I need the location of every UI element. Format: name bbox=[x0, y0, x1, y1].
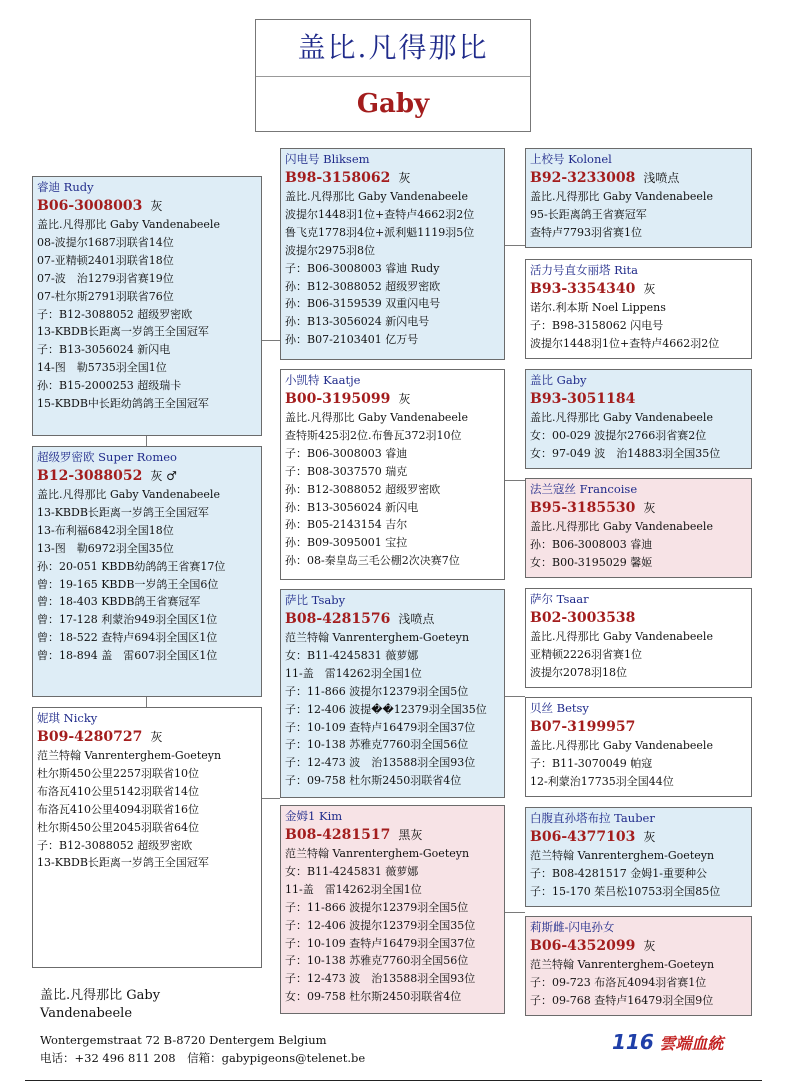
pigeon-detail-line: 13-KBDB长距离一岁鸽王全国冠军 bbox=[37, 325, 209, 339]
pigeon-detail-line: 亚精顿2226羽省赛1位 bbox=[530, 647, 642, 661]
pigeon-detail-line: 子：11-866 波提尔12379羽全国5位 bbox=[285, 684, 469, 698]
pigeon-detail-line: 波提尔2975羽8位 bbox=[285, 243, 375, 257]
pigeon-detail-line: 盖比.凡得那比 Gaby Vandenabeele bbox=[530, 190, 713, 203]
pigeon-detail-line: 子：12-473 波 治13588羽全国93位 bbox=[285, 972, 476, 986]
pigeon-detail-line: 盖比.凡得那比 Gaby Vandenabeele bbox=[37, 488, 220, 501]
ring-number-row bbox=[285, 168, 500, 188]
connector-line bbox=[146, 436, 147, 446]
connector-line bbox=[262, 340, 280, 341]
title-chinese: 盖比.凡得那比 bbox=[256, 20, 530, 77]
pigeon-name: 萨尔 Tsaar bbox=[530, 592, 589, 606]
pigeon-card-dds bbox=[525, 807, 752, 907]
ring-number-row bbox=[530, 279, 747, 299]
pigeon-detail-line: 孙：20-051 KBDB幼鸽鸽王省赛17位 bbox=[37, 559, 226, 573]
pigeon-detail-line: 子：12-406 波提尔12379羽全国35位 bbox=[285, 918, 476, 932]
pigeon-detail-line: 07-波 治1279羽省赛19位 bbox=[37, 271, 174, 285]
pigeon-color: 灰 bbox=[150, 199, 163, 213]
pigeon-detail-line: 布洛瓦410公里5142羽联省14位 bbox=[37, 784, 199, 798]
pigeon-detail-line: 孙：B06-3159539 双重闪电号 bbox=[285, 297, 441, 311]
pigeon-detail-line: 子：10-109 查特卢16479羽全国37位 bbox=[285, 720, 476, 734]
connector-line bbox=[505, 245, 525, 246]
connector-line bbox=[505, 696, 525, 697]
pigeon-detail-line: 13-KBDB长距离一岁鸽王全国冠军 bbox=[37, 505, 209, 519]
pigeon-detail-line: 范兰特翰 Vanrenterghem-Goeteyn bbox=[530, 849, 715, 862]
pigeon-detail-line: 孙：B07-2103401 亿万号 bbox=[285, 333, 419, 347]
pigeon-card-sds bbox=[525, 369, 752, 469]
pigeon-detail-line: 子：09-758 杜尔斯2450羽联省4位 bbox=[285, 774, 462, 788]
ring-number: B09-4280727 bbox=[37, 729, 143, 745]
pigeon-detail-line: 子：11-866 波提尔12379羽全国5位 bbox=[285, 900, 469, 914]
pedigree-title-box bbox=[255, 19, 531, 132]
pigeon-detail-line: 布洛瓦410公里4094羽联省16位 bbox=[37, 802, 199, 816]
pigeon-detail-line: 女：B11-4245831 薇萝娜 bbox=[285, 648, 419, 662]
ring-number: B93-3354340 bbox=[530, 281, 636, 297]
pigeon-name: 睿迪 Rudy bbox=[37, 180, 94, 194]
pigeon-detail-line: 子：10-138 苏雅克7760羽全国56位 bbox=[285, 738, 469, 752]
pigeon-detail-line: 子：09-723 布洛瓦4094羽省赛1位 bbox=[530, 975, 707, 989]
pigeon-color: 浅喷点 bbox=[398, 612, 435, 626]
pigeon-detail-line: 子：B13-3056024 新闪电 bbox=[37, 343, 171, 357]
connector-line bbox=[146, 697, 147, 707]
pigeon-color: 灰 bbox=[398, 171, 411, 185]
pigeon-detail-line: 07-亚精顿2401羽联省18位 bbox=[37, 253, 174, 267]
pigeon-detail-line: 波提尔1448羽1位+查特卢4662羽2位 bbox=[530, 336, 720, 350]
pigeon-color: 浅喷点 bbox=[643, 171, 680, 185]
pigeon-detail-line: 盖比.凡得那比 Gaby Vandenabeele bbox=[530, 520, 713, 533]
pigeon-detail-line: 女：B11-4245831 薇萝娜 bbox=[285, 864, 419, 878]
logo-number: 116 bbox=[612, 1030, 654, 1054]
pigeon-detail-line: 子：10-109 查特卢16479羽全国37位 bbox=[285, 936, 476, 950]
pigeon-detail-line: 查特卢7793羽省赛1位 bbox=[530, 225, 642, 239]
pigeon-color: 黑灰 bbox=[398, 828, 423, 842]
pigeon-detail-line: 13-布利福6842羽全国18位 bbox=[37, 523, 174, 537]
ring-number: B06-4352099 bbox=[530, 938, 636, 954]
pigeon-detail-line: 查特斯425羽2位.布鲁瓦372羽10位 bbox=[285, 428, 462, 442]
pigeon-detail-line: 11-盖 雷14262羽全国1位 bbox=[285, 666, 422, 680]
pigeon-detail-line: 子：B08-4281517 金姆1-重要种公 bbox=[530, 866, 707, 880]
pigeon-detail-line: 07-杜尔斯2791羽联省76位 bbox=[37, 289, 174, 303]
owner-name bbox=[40, 987, 160, 1023]
pigeon-card-sire-sire bbox=[280, 148, 505, 360]
pigeon-card-sire-dam bbox=[280, 369, 505, 580]
pigeon-card-dsd bbox=[525, 697, 752, 797]
ring-number: B98-3158062 bbox=[285, 170, 391, 186]
pigeon-name: 萨比 Tsaby bbox=[285, 593, 346, 607]
ring-number: B02-3003538 bbox=[530, 610, 636, 626]
pigeon-card-ddd bbox=[525, 916, 752, 1016]
pigeon-name: 超级罗密欧 Super Romeo bbox=[37, 450, 177, 464]
pigeon-card-sss bbox=[525, 148, 752, 248]
ring-number-row bbox=[530, 827, 747, 847]
pigeon-card-dam bbox=[32, 707, 262, 968]
pigeon-card-sdd bbox=[525, 478, 752, 578]
ring-number: B00-3195099 bbox=[285, 391, 391, 407]
pigeon-detail-line: 女：00-029 波提尔2766羽省赛2位 bbox=[530, 428, 707, 442]
pigeon-detail-line: 杜尔斯450公里2045羽联省64位 bbox=[37, 820, 199, 834]
pigeon-detail-line: 盖比.凡得那比 Gaby Vandenabeele bbox=[530, 630, 713, 643]
pigeon-detail-line: 孙：B12-3088052 超级罗密欧 bbox=[285, 482, 441, 496]
pigeon-color: 灰 bbox=[398, 392, 411, 406]
pigeon-detail-line: 12-利蒙治17735羽全国44位 bbox=[530, 774, 674, 788]
pigeon-detail-line: 盖比.凡得那比 Gaby Vandenabeele bbox=[530, 411, 713, 424]
pigeon-name: 莉斯雌-闪电孙女 bbox=[530, 920, 615, 934]
pigeon-detail-line: 诺尔.利本斯 Noel Lippens bbox=[530, 301, 666, 314]
pigeon-detail-line: 孙：B15-2000253 超级瑞卡 bbox=[37, 379, 182, 393]
pigeon-name: 贝丝 Betsy bbox=[530, 701, 589, 715]
title-english: Gaby bbox=[356, 89, 430, 119]
pigeon-detail-line: 孙：B13-3056024 新闪电 bbox=[285, 500, 419, 514]
ring-number-row bbox=[37, 727, 257, 747]
ring-number: B08-4281576 bbox=[285, 611, 391, 627]
ring-number-row bbox=[37, 196, 257, 216]
pigeon-color: 灰 bbox=[643, 830, 656, 844]
pigeon-detail-line: 范兰特翰 Vanrenterghem-Goeteyn bbox=[285, 847, 470, 860]
pigeon-detail-line: 子：B11-3070049 帕寇 bbox=[530, 756, 653, 770]
ring-number: B08-4281517 bbox=[285, 827, 391, 843]
ring-number-row bbox=[530, 168, 747, 188]
pigeon-color: 灰 bbox=[150, 730, 163, 744]
pigeon-detail-line: 范兰特翰 Vanrenterghem-Goeteyn bbox=[37, 749, 222, 762]
pigeon-detail-line: 波提尔1448羽1位+查特卢4662羽2位 bbox=[285, 207, 475, 221]
pigeon-name: 小凯特 Kaatje bbox=[285, 373, 361, 387]
logo-text: 雲端血統 bbox=[659, 1034, 724, 1053]
pigeon-detail-line: 曾：18-522 查特卢694羽全国区1位 bbox=[37, 631, 218, 645]
pigeon-card-dam-sire bbox=[280, 589, 505, 798]
pigeon-detail-line: 子：15-170 茱吕松10753羽全国85位 bbox=[530, 884, 721, 898]
ring-number-row bbox=[530, 498, 747, 518]
pigeon-detail-line: 孙：B06-3008003 睿迪 bbox=[530, 537, 653, 551]
pigeon-detail-line: 波提尔2078羽18位 bbox=[530, 665, 627, 679]
pigeon-detail-line: 子：12-406 波提��12379羽全国35位 bbox=[285, 702, 487, 716]
owner-name-line1: 盖比.凡得那比 Gaby bbox=[40, 988, 161, 1003]
pigeon-detail-line: 14-图 勒5735羽全国1位 bbox=[37, 361, 167, 375]
ring-number-row bbox=[285, 389, 500, 409]
pigeon-card-son bbox=[32, 446, 262, 697]
owner-name-line2: Vandenabeele bbox=[40, 1006, 133, 1021]
pigeon-detail-line: 子：B08-3037570 瑞克 bbox=[285, 464, 408, 478]
pigeon-detail-line: 盖比.凡得那比 Gaby Vandenabeele bbox=[37, 218, 220, 231]
pigeon-detail-line: 女：09-758 杜尔斯2450羽联省4位 bbox=[285, 990, 462, 1004]
pigeon-detail-line: 子：B06-3008003 睿迪 Rudy bbox=[285, 261, 440, 275]
pigeon-detail-line: 子：B12-3088052 超级罗密欧 bbox=[37, 307, 193, 321]
pigeon-detail-line: 鲁飞克1778羽4位+派利魁1119羽5位 bbox=[285, 225, 475, 239]
pigeon-color: 灰 bbox=[643, 501, 656, 515]
ring-number-row bbox=[37, 466, 257, 486]
pigeon-color: 灰 bbox=[643, 282, 656, 296]
pigeon-detail-line: 95-长距离鸽王省赛冠军 bbox=[530, 207, 647, 221]
brand-logo bbox=[612, 1030, 723, 1054]
pigeon-name: 妮琪 Nicky bbox=[37, 711, 98, 725]
pigeon-detail-line: 子：10-138 苏雅克7760羽全国56位 bbox=[285, 954, 469, 968]
ring-number-row bbox=[530, 936, 747, 956]
ring-number: B06-3008003 bbox=[37, 198, 143, 214]
pigeon-name: 上校号 Kolonel bbox=[530, 152, 612, 166]
ring-number-row bbox=[530, 389, 747, 409]
pigeon-detail-line: 盖比.凡得那比 Gaby Vandenabeele bbox=[285, 190, 468, 203]
pigeon-card-ssd bbox=[525, 259, 752, 359]
pigeon-detail-line: 子：09-768 查特卢16479羽全国9位 bbox=[530, 993, 714, 1007]
pigeon-detail-line: 13-KBDB长距离一岁鸽王全国冠军 bbox=[37, 856, 209, 870]
pigeon-detail-line: 杜尔斯450公里2257羽联省10位 bbox=[37, 766, 199, 780]
pigeon-detail-line: 范兰特翰 Vanrenterghem-Goeteyn bbox=[285, 631, 470, 644]
pigeon-detail-line: 女：B00-3195029 馨姬 bbox=[530, 555, 653, 569]
pigeon-name: 金姆1 Kim bbox=[285, 809, 343, 823]
pigeon-card-dam-dam bbox=[280, 805, 505, 1014]
pigeon-detail-line: 曾：18-894 盖 雷607羽全国区1位 bbox=[37, 649, 218, 663]
pigeon-detail-line: 孙：B13-3056024 新闪电号 bbox=[285, 315, 430, 329]
ring-number-row bbox=[285, 609, 500, 629]
connector-line bbox=[505, 480, 525, 481]
pigeon-detail-line: 孙：B12-3088052 超级罗密欧 bbox=[285, 279, 441, 293]
pigeon-name: 活力号直女丽塔 Rita bbox=[530, 263, 638, 277]
pigeon-detail-line: 子：B98-3158062 闪电号 bbox=[530, 318, 664, 332]
pigeon-detail-line: 曾：19-165 KBDB一岁鸽王全国6位 bbox=[37, 577, 219, 591]
pigeon-card-sire bbox=[32, 176, 262, 436]
pigeon-detail-line: 曾：17-128 利蒙治949羽全国区1位 bbox=[37, 613, 218, 627]
pigeon-detail-line: 孙：B09-3095001 宝拉 bbox=[285, 536, 408, 550]
pigeon-detail-line: 13-图 勒6972羽全国35位 bbox=[37, 541, 174, 555]
pigeon-detail-line: 女：97-049 波 治14883羽全国35位 bbox=[530, 446, 721, 460]
pigeon-card-dss bbox=[525, 588, 752, 688]
owner-contact: 电话：+32 496 811 208 信箱：gabypigeons@telenet.be bbox=[40, 1051, 366, 1065]
owner-address: Wontergemstraat 72 B-8720 Dentergem Belgium bbox=[40, 1033, 327, 1047]
pigeon-color: 灰 bbox=[643, 939, 656, 953]
pigeon-detail-line: 盖比.凡得那比 Gaby Vandenabeele bbox=[285, 411, 468, 424]
connector-line bbox=[262, 798, 280, 799]
pigeon-detail-line: 子：B12-3088052 超级罗密欧 bbox=[37, 838, 193, 852]
pigeon-detail-line: 11-盖 雷14262羽全国1位 bbox=[285, 882, 422, 896]
ring-number: B06-4377103 bbox=[530, 829, 636, 845]
ring-number-row bbox=[530, 608, 747, 628]
ring-number: B92-3233008 bbox=[530, 170, 636, 186]
ring-number: B12-3088052 bbox=[37, 468, 143, 484]
ring-number: B95-3185530 bbox=[530, 500, 636, 516]
pigeon-detail-line: 15-KBDB中长距幼鸽鸽王全国冠军 bbox=[37, 397, 209, 411]
pigeon-detail-line: 孙：B05-2143154 吉尔 bbox=[285, 518, 408, 532]
connector-line bbox=[505, 912, 525, 913]
pigeon-name: 法兰寇丝 Francoise bbox=[530, 482, 638, 496]
ring-number-row bbox=[530, 717, 747, 737]
pigeon-detail-line: 曾：18-403 KBDB鸽王省赛冠军 bbox=[37, 595, 201, 609]
pigeon-detail-line: 子：12-473 波 治13588羽全国93位 bbox=[285, 756, 476, 770]
bottom-divider bbox=[25, 1080, 762, 1081]
pigeon-detail-line: 盖比.凡得那比 Gaby Vandenabeele bbox=[530, 739, 713, 752]
pigeon-name: 盖比 Gaby bbox=[530, 373, 587, 387]
ring-number: B07-3199957 bbox=[530, 719, 636, 735]
pigeon-detail-line: 范兰特翰 Vanrenterghem-Goeteyn bbox=[530, 958, 715, 971]
pigeon-name: 白腹直孙塔布拉 Tauber bbox=[530, 811, 655, 825]
ring-number: B93-3051184 bbox=[530, 391, 636, 407]
ring-number-row bbox=[285, 825, 500, 845]
pigeon-color: 灰 ♂ bbox=[150, 469, 177, 483]
pigeon-detail-line: 子：B06-3008003 睿迪 bbox=[285, 446, 408, 460]
pigeon-detail-line: 孙：08-秦皇岛三毛公棚2次决赛7位 bbox=[285, 554, 460, 568]
pigeon-detail-line: 08-波提尔1687羽联省14位 bbox=[37, 235, 174, 249]
pigeon-name: 闪电号 Bliksem bbox=[285, 152, 370, 166]
